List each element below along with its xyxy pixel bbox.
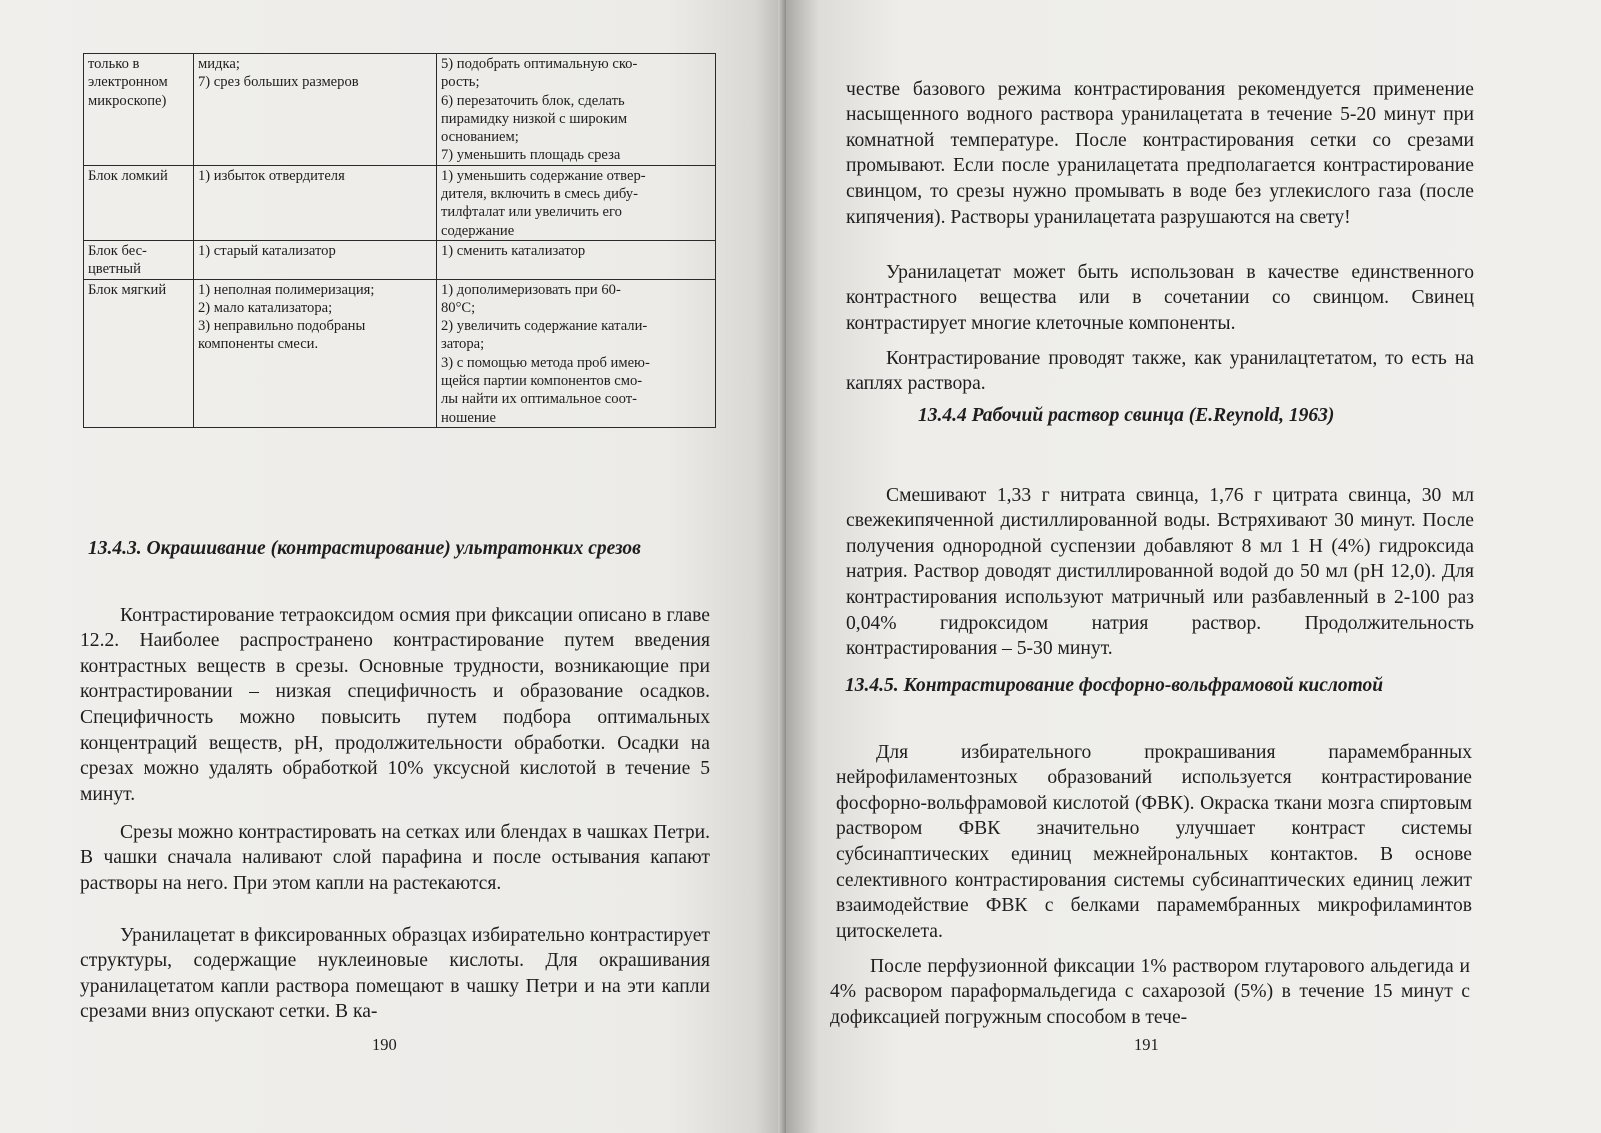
page-number: 191 (1134, 1035, 1159, 1054)
table-row (84, 240, 716, 279)
cell-line: ношение (441, 409, 496, 426)
table-cell-remedy (437, 240, 716, 279)
section-heading-13-4-3: 13.4.3. Окрашивание (контрастирование) ультратонких срезов (88, 538, 641, 559)
cell-line: компоненты смеси. (198, 336, 319, 353)
cell-line: щейся партии компонентов смо- (441, 373, 643, 390)
cell-line: электронном (88, 74, 168, 91)
table-cell-cause (194, 240, 437, 279)
troubleshooting-table (83, 53, 716, 428)
cell-line: содержание (441, 222, 515, 239)
paragraph: Контрастирование тетраоксидом осмия при фиксации описано в главе 12.2. Наиболее распространено контрастирование путем введения контрастных веществ в срезы. Основные трудности, возникающие при контрастировании – низкая специфичность и образование осадков. Специфичность можно повысить путем подбора оптимальных концентраций веществ, рН, продолжительности обработки. Осадки на срезах можно удалять обработкой 10% уксусной кислотой в течение 5 минут. (80, 604, 710, 805)
cell-line: 1) дополимеризовать при 60- (441, 281, 621, 298)
paragraph: Уранилацетат в фиксированных образцах избирательно контрастирует структуры, содержащие нуклеиновые кислоты. Для окрашивания уранилацетатом капли раствора помещают в чашку Петри и на эти капли срезами вниз опускают сетки. В ка- (80, 924, 710, 1023)
cell-line: 3) с помощью метода проб имею- (441, 354, 650, 371)
cell-line: цветный (88, 261, 141, 278)
cell-line: 2) увеличить содержание катали- (441, 318, 648, 335)
cell-line: лы найти их оптимальное соот- (441, 391, 637, 408)
paragraph: Срезы можно контрастировать на сетках или блендах в чашках Петри. В чашки сначала наливают слой парафина и после остывания капают растворы на него. При этом капли на растекаются. (80, 821, 710, 894)
cell-line: затора; (441, 336, 485, 353)
paragraph: Контрастирование проводят также, как уранилацтетатом, то есть на каплях раствора. (846, 347, 1474, 395)
paragraph: Смешивают 1,33 г нитрата свинца, 1,76 г цитрата свинца, 30 мл свежекипяченной дистиллированной воды. Встряхивают 30 минут. После получения однородной суспензии добавляют 8 мл 1 Н (4%) гидроксида натрия. Раствор доводят дистиллированной водой до 50 мл (рН 12,0). Для контрастирования используют матричный или разбавленный в 2-100 раз 0,04% гидроксидом натрия раствор. Продолжительность контрастирования – 5-30 минут. (846, 484, 1474, 660)
section-heading-13-4-5: 13.4.5. Контрастирование фосфорно-вольфрамовой кислотой (845, 675, 1384, 696)
table-cell-cause (194, 165, 437, 240)
cell-line: 7) срез больших размеров (198, 74, 359, 91)
cell-line: 2) мало катализатора; (198, 299, 333, 316)
cell-line: тилфталат или увеличить его (441, 204, 622, 221)
cell-line: Блок ломкий (88, 167, 168, 184)
table-cell-remedy (437, 54, 716, 166)
cell-line: 1) старый катализатор (198, 242, 336, 259)
page-number: 190 (372, 1035, 397, 1054)
cell-line: мидка; (198, 56, 240, 72)
table-cell-defect (84, 279, 194, 427)
cell-line: рость; (441, 74, 480, 91)
cell-line: Блок бес- (88, 242, 147, 259)
cell-line: 3) неправильно подобраны (198, 318, 366, 335)
table-cell-remedy (437, 165, 716, 240)
cell-line: 1) сменить катализатор (441, 242, 586, 259)
table-row (84, 54, 716, 166)
cell-line: микроскопе) (88, 92, 167, 109)
cell-line: 1) уменьшить содержание отвер- (441, 167, 646, 184)
paragraph: Для избирательного прокрашивания парамембранных нейрофиламентозных образований используется контрастирование фосфорно-вольфрамовой кислотой (ФВК). Окраска ткани мозга спиртовым раствором ФВК значительно улучшает контраст системы субсинаптических единиц межнейрональных контактов. В основе селективного контрастирования системы субсинаптических единиц лежит взаимодействие ФВК с белками парамембранных микрофиламинтов цитоскелета. (836, 741, 1472, 942)
paragraph: честве базового режима контрастирования рекомендуется применение насыщенного водного раствора уранилацетата в течение 5-20 минут при комнатной температуре. После контрастирования сетки со срезами промывают. Если после уранилацетата предполагается контрастирование свинцом, то срезы нужно промывать в воде без углекислого газа (после кипячения). Растворы уранилацетата разрушаются на свету! (846, 78, 1474, 228)
cell-line: 6) перезаточить блок, сделать (441, 92, 625, 109)
cell-line: 1) избыток отвердителя (198, 167, 345, 184)
cell-line: основанием; (441, 129, 519, 146)
cell-line: 1) неполная полимеризация; (198, 281, 375, 298)
table-cell-defect (84, 240, 194, 279)
table-cell-cause (194, 54, 437, 166)
table-cell-remedy (437, 279, 716, 427)
table-row (84, 279, 716, 427)
cell-line: дителя, включить в смесь дибу- (441, 186, 638, 203)
cell-line: пирамидку низкой с широким (441, 110, 628, 127)
left-page (0, 0, 786, 1133)
cell-line: 7) уменьшить площадь среза (441, 147, 621, 164)
cell-line: только в (88, 56, 140, 72)
cell-line: 5) подобрать оптимальную ско- (441, 56, 638, 72)
cell-line: Блок мягкий (88, 281, 167, 298)
table-cell-defect (84, 54, 194, 166)
paragraph: После перфузионной фиксации 1% раствором глутарового альдегида и 4% расвором параформальдегида с сахарозой (5%) в течение 15 минут с дофиксацией погружным способом в тече- (830, 955, 1470, 1028)
table-row (84, 165, 716, 240)
table-cell-cause (194, 279, 437, 427)
table-cell-defect (84, 165, 194, 240)
paragraph: Уранилацетат может быть использован в качестве единственного контрастного вещества или в сочетании со свинцом. Свинец контрастирует многие клеточные компоненты. (846, 261, 1474, 334)
cell-line: 80°С; (441, 299, 476, 316)
section-heading-13-4-4: 13.4.4 Рабочий раствор свинца (E.Reynold, 1963) (918, 405, 1335, 426)
